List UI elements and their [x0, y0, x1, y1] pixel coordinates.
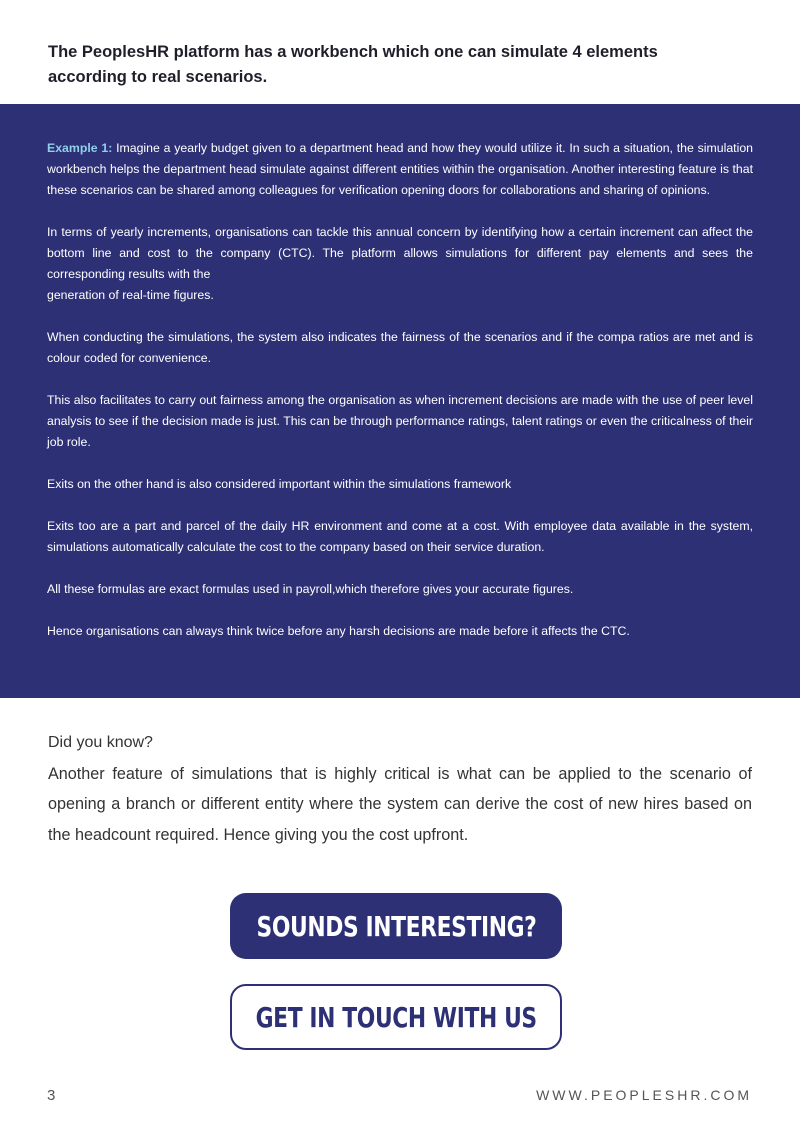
panel-paragraph-example	[47, 138, 753, 201]
example-text: Imagine a yearly budget given to a department head and how they would utilize it. In such a situation, the simulation workbench helps the department head simulate against different entities within the organisation. Another interesting feature is that these scenarios can be shared among colleagues for verification opening doors for collaborations and sharing of opinions.	[47, 141, 753, 197]
panel-paragraph-conclusion: Hence organisations can always think twice before any harsh decisions are made before it affects the CTC.	[47, 624, 630, 638]
get-in-touch-label: GET IN TOUCH WITH US	[255, 1000, 537, 1034]
panel-paragraph-exits-intro: Exits on the other hand is also considered important within the simulations framework	[47, 477, 512, 491]
get-in-touch-button[interactable]	[230, 984, 562, 1050]
did-you-know-body: Another feature of simulations that is highly critical is what can be applied to the scenario of opening a branch or different entity where the system can derive the cost of new hires based on the headcount required. Hence giving you the cost upfront.	[48, 764, 752, 844]
panel-paragraph-exits-cost: Exits too are a part and parcel of the daily HR environment and come at a cost. With employee data available in the system, simulations automatically calculate the cost to the company based on their service duration.	[47, 519, 753, 554]
did-you-know-heading: Did you know?	[48, 734, 153, 751]
page-number: 3	[47, 1087, 57, 1104]
did-you-know-section	[48, 728, 752, 850]
panel-paragraph-formulas: All these formulas are exact formulas used in payroll,which therefore gives your accurate figures.	[47, 582, 574, 596]
example-label: Example 1:	[47, 141, 117, 155]
panel-paragraph-increments	[47, 222, 753, 306]
sounds-interesting-label: SOUNDS INTERESTING?	[256, 909, 536, 943]
increments-text-end: generation of real-time figures.	[47, 288, 214, 302]
sounds-interesting-button[interactable]	[230, 893, 562, 959]
panel-paragraph-fairness: When conducting the simulations, the system also indicates the fairness of the scenarios and if the compa ratios are met and is colour coded for convenience.	[47, 330, 753, 365]
website-link[interactable]: WWW.PEOPLESHR.COM	[536, 1087, 752, 1103]
intro-heading: The PeoplesHR platform has a workbench which one can simulate 4 elements according to real scenarios.	[48, 43, 658, 86]
panel-paragraph-peer-analysis: This also facilitates to carry out fairness among the organisation as when increment decisions are made with the use of peer level analysis to see if the decision made is just. This can be through performance ratings, talent ratings or even the criticalness of their job role.	[47, 393, 753, 449]
simulation-info-panel	[0, 104, 800, 698]
increments-text: In terms of yearly increments, organisations can tackle this annual concern by identifying how a certain increment can affect the bottom line and cost to the company (CTC). The platform allows simulations for different pay elements and sees the corresponding results with the	[47, 225, 753, 281]
